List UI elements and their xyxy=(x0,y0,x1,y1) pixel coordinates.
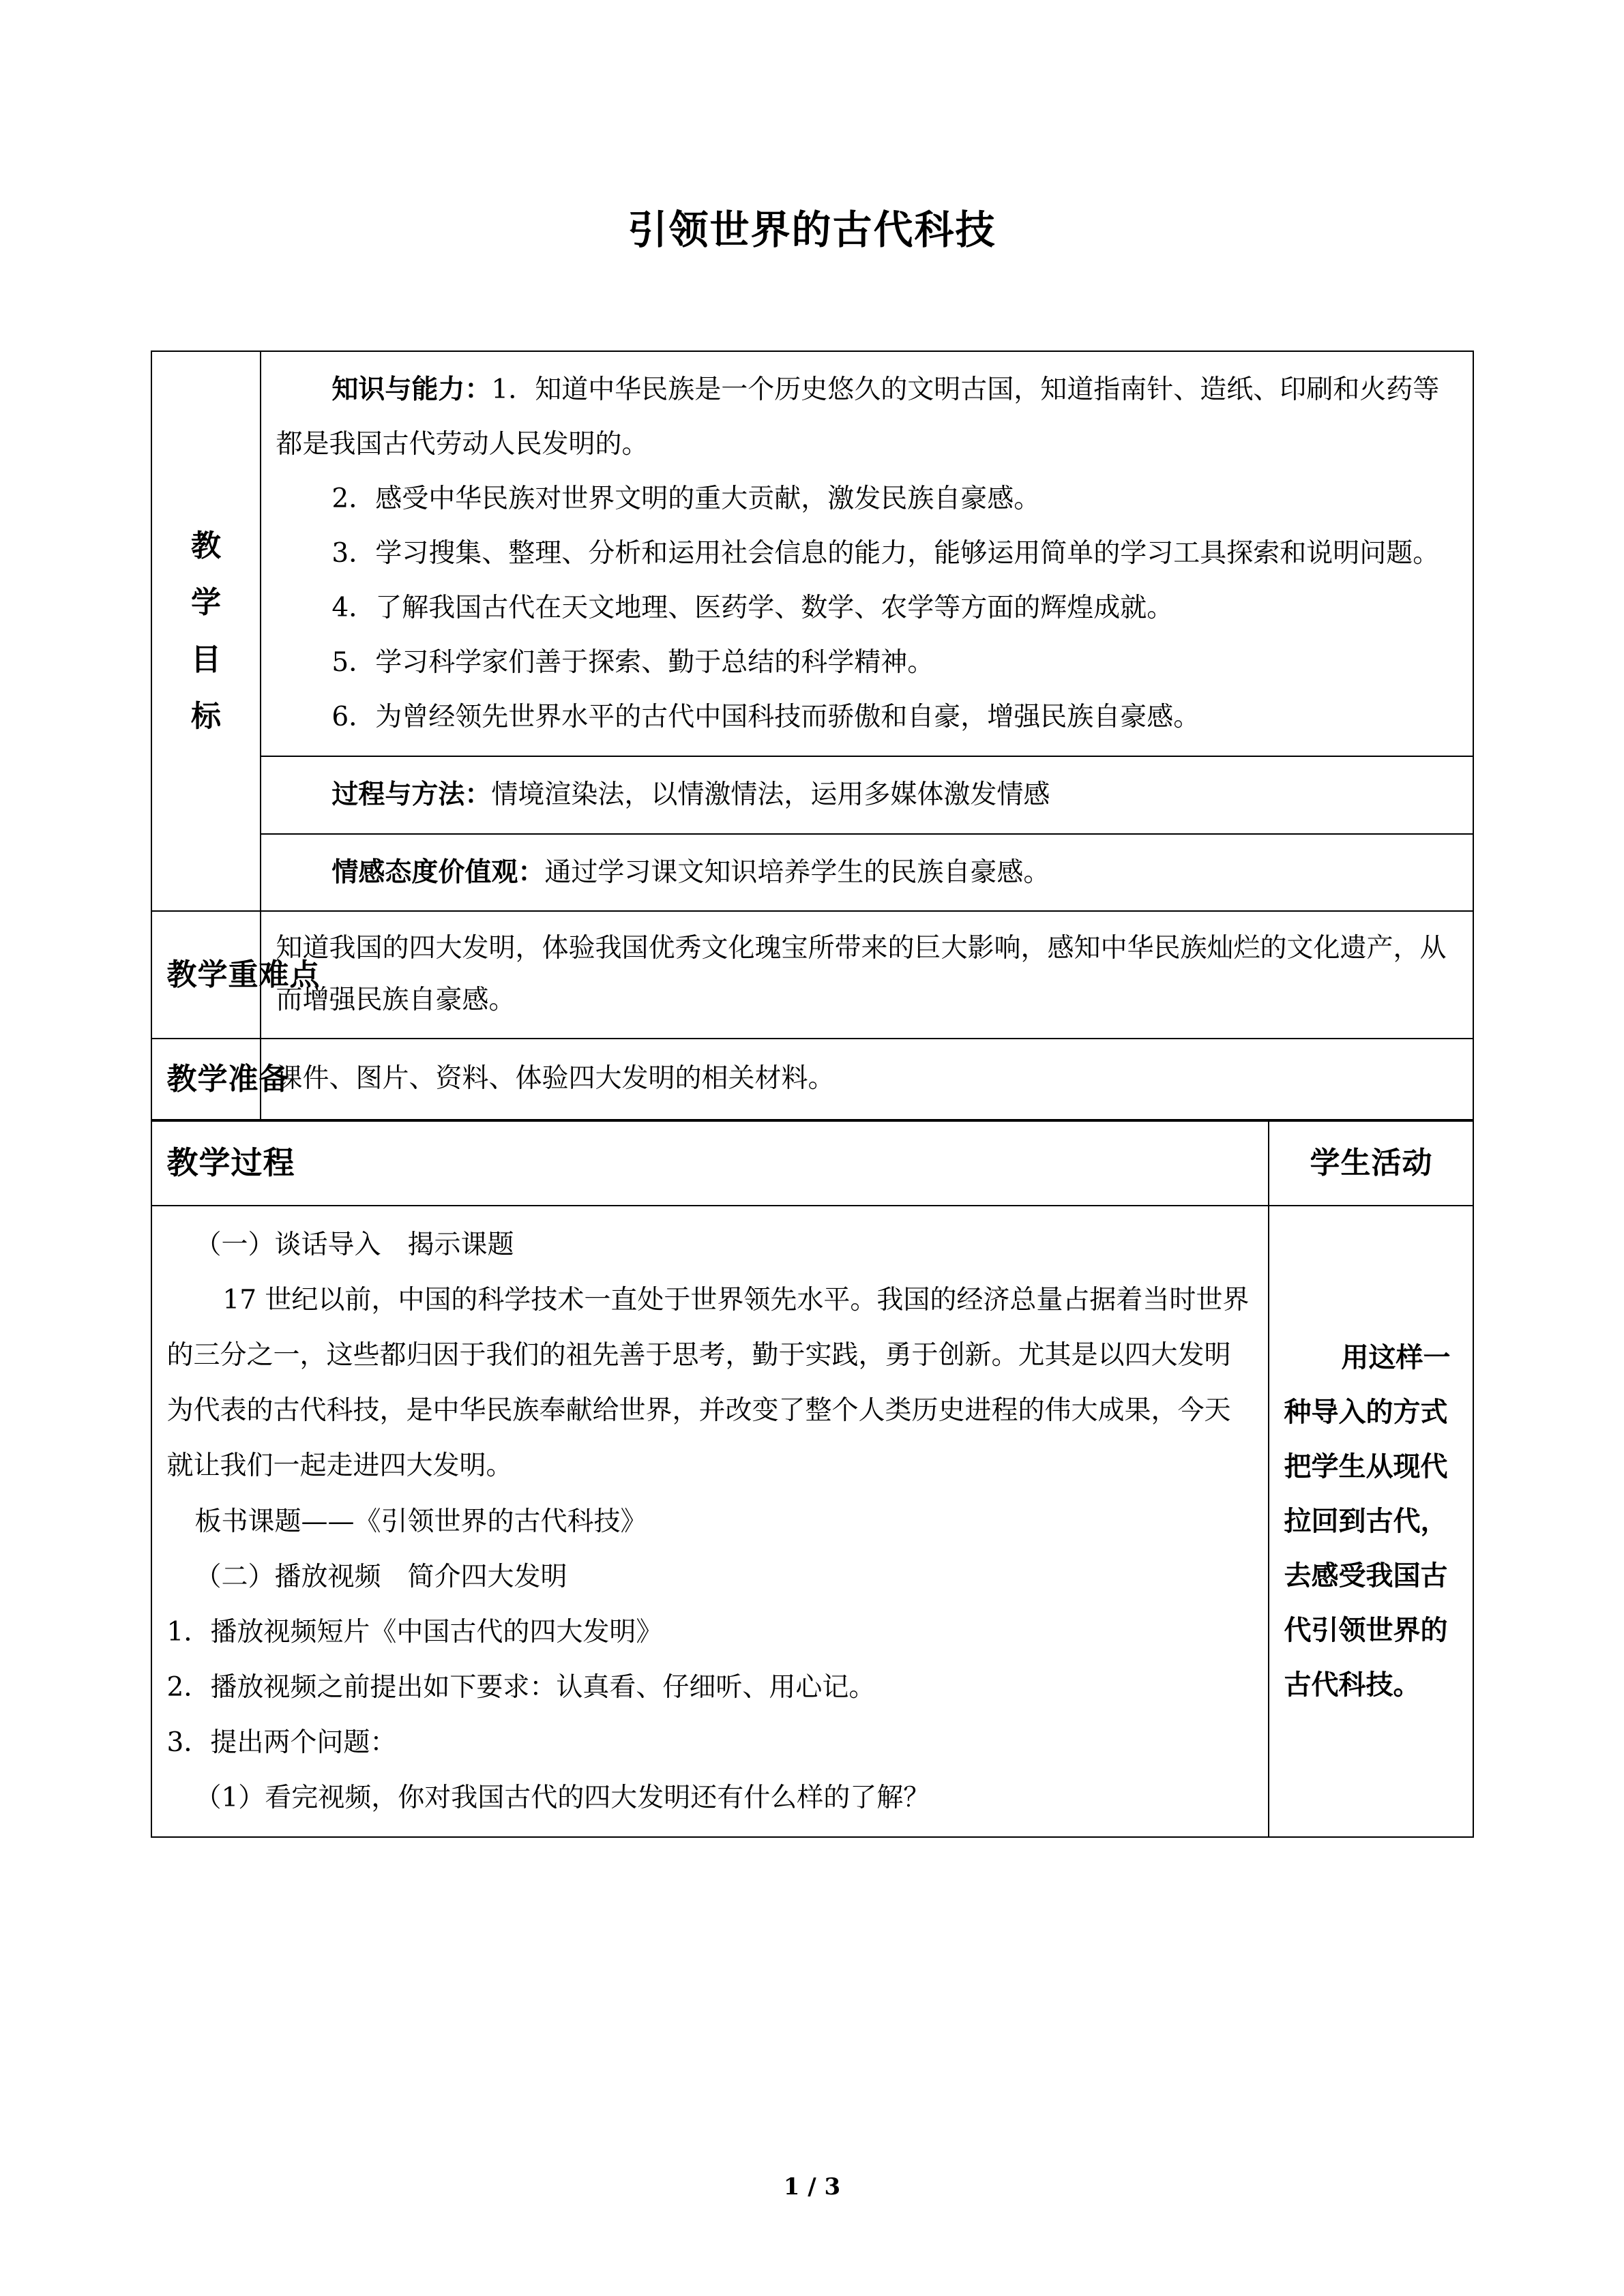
emotion-attitude-line xyxy=(276,846,1459,900)
cell-emotion-attitude xyxy=(261,834,1473,912)
header-teaching-process: 教学过程 xyxy=(151,1121,1269,1206)
row-label-teaching-goals xyxy=(151,351,261,911)
lesson-plan-table-wrapper xyxy=(151,255,1474,1838)
table-row-process-body xyxy=(151,1206,1473,1837)
cell-preparation xyxy=(261,1039,1473,1120)
cell-knowledge-ability xyxy=(261,351,1473,756)
process-step-5: 2．播放视频之前提出如下要求：认真看、仔细听、用心记。 xyxy=(166,1671,876,1703)
process-step-6: 3．提出两个问题： xyxy=(166,1727,397,1758)
goal-text-1: 1．知道中华民族是一个历史悠久的文明古国，知道指南针、造纸、印刷和火药等都是我国古代劳动人民发明的。 xyxy=(276,374,1440,460)
label-char-2: 目 xyxy=(191,642,222,677)
process-step-3: （二）播放视频 简介四大发明 xyxy=(194,1561,567,1592)
table-row-goals-knowledge xyxy=(151,351,1473,756)
process-step-2: 板书课题——《引领世界的古代科技》 xyxy=(194,1506,647,1537)
row-label-preparation: 教学准备 xyxy=(151,1039,261,1120)
goal-line-5: 5．学习科学家们善于探索、勤于总结的科学精神。 xyxy=(331,646,934,678)
process-step-7: （1）看完视频，你对我国古代的四大发明还有什么样的了解？ xyxy=(194,1783,930,1814)
preparation-text: 课件、图片、资料、体验四大发明的相关材料。 xyxy=(276,1063,835,1094)
goal-lead-emotion: 情感态度价值观： xyxy=(331,856,545,888)
process-method-line xyxy=(276,768,1459,822)
label-char-1: 学 xyxy=(191,585,222,621)
goal-line-4: 4．了解我国古代在天文地理、医药学、数学、农学等方面的辉煌成就。 xyxy=(331,592,1174,623)
label-char-3: 标 xyxy=(191,699,222,734)
table-row-preparation xyxy=(151,1039,1473,1120)
page-title: 引领世界的古代科技 xyxy=(628,207,996,253)
header-student-activity: 学生活动 xyxy=(1269,1121,1473,1206)
student-activity-note: 用这样一种导入的方式把学生从现代拉回到古代，去感受我国古代引领世界的古代科技。 xyxy=(1284,1341,1451,1701)
process-step-0: （一）谈话导入 揭示课题 xyxy=(194,1229,514,1261)
goal-lead-process-method: 过程与方法： xyxy=(331,778,492,810)
teaching-process-table xyxy=(151,1120,1474,1838)
cell-teaching-process-steps xyxy=(151,1206,1269,1837)
cell-student-activity xyxy=(1269,1206,1473,1837)
page-footer: 1 / 3 xyxy=(783,2173,841,2201)
lesson-plan-table xyxy=(151,351,1474,1120)
goal-line-1 xyxy=(276,363,1459,472)
process-step-1: 17 世纪以前，中国的科学技术一直处于世界领先水平。我国的经济总量占据着当时世界的三分之一，这些都归因于我们的祖先善于思考，勤于实践，勇于创新。尤其是以四大发明为代表的古代科技，是中华民族奉献给世界，并改变了整个人类历史进程的伟大成果，今天就让我们一起走进四大发明。 xyxy=(166,1285,1250,1482)
table-row-goals-process-method xyxy=(151,756,1473,834)
cell-key-difficulty: 知道我国的四大发明，体验我国优秀文化瑰宝所带来的巨大影响，感知中华民族灿烂的文化遗产，从而增强民族自豪感。 xyxy=(261,911,1473,1038)
row-label-key-difficulty: 教学重难点 xyxy=(151,911,261,1038)
table-row-goals-emotion xyxy=(151,834,1473,912)
label-char-0: 教 xyxy=(191,528,222,563)
cell-process-method xyxy=(261,756,1473,834)
goal-lead-knowledge: 知识与能力： xyxy=(331,374,492,405)
table-row-key-difficulty xyxy=(151,911,1473,1038)
process-step-4: 1．播放视频短片《中国古代的四大发明》 xyxy=(166,1616,663,1648)
emotion-attitude-text: 通过学习课文知识培养学生的民族自豪感。 xyxy=(544,856,1050,888)
table-row-process-header xyxy=(151,1121,1473,1206)
process-method-text: 情境渲染法，以情激情法，运用多媒体激发情感 xyxy=(491,779,1050,810)
goal-line-2: 2．感受中华民族对世界文明的重大贡献，激发民族自豪感。 xyxy=(331,483,1041,514)
goal-line-6: 6．为曾经领先世界水平的古代中国科技而骄傲和自豪，增强民族自豪感。 xyxy=(331,701,1200,732)
goal-line-3: 3．学习搜集、整理、分析和运用社会信息的能力，能够运用简单的学习工具探索和说明问题。 xyxy=(331,537,1440,569)
